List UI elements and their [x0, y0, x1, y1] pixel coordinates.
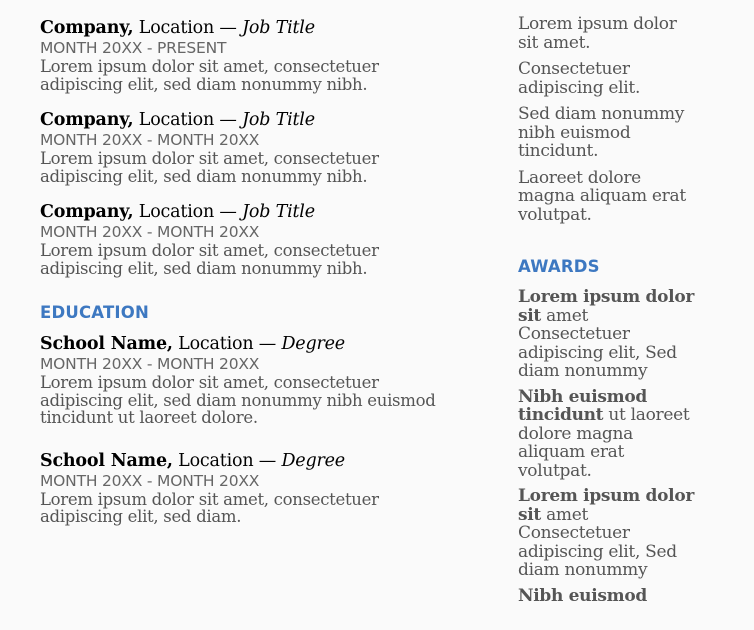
award-item: [518, 288, 708, 381]
skill-line: Consectetuer: [518, 59, 630, 79]
education-entry: [40, 450, 490, 526]
description-line: adipiscing elit, sed diam nonummy nibh.: [40, 166, 368, 186]
date-range: MONTH 20XX - PRESENT: [40, 39, 227, 57]
job-title: Job Title: [242, 202, 315, 222]
school-name: School Name,: [40, 334, 173, 354]
skill-line: tincidunt.: [518, 141, 599, 161]
education-heading-line: [40, 333, 490, 355]
description-line: tincidunt ut laoreet dolore.: [40, 408, 258, 427]
school-name: School Name,: [40, 450, 173, 471]
date-range: MONTH 20XX - MONTH 20XX: [40, 471, 260, 490]
award-text: amet: [540, 504, 589, 525]
description-line: Lorem ipsum dolor sit amet, consectetuer: [40, 241, 379, 260]
award-line: adipiscing elit, Sed: [518, 541, 677, 562]
dash: —: [219, 202, 237, 222]
award-line: dolore magna: [518, 423, 634, 444]
skill-line: Sed diam nonummy: [518, 104, 685, 124]
skill-line: adipiscing elit.: [518, 77, 641, 98]
skill-line: Laoreet dolore: [518, 167, 641, 188]
skill-line: volutpat.: [518, 204, 592, 225]
description-line: Lorem ipsum dolor sit amet, consectetuer: [40, 149, 379, 168]
description-line: adipiscing elit, sed diam nonummy nibh.: [40, 74, 368, 94]
date-range: MONTH 20XX - MONTH 20XX: [40, 355, 260, 373]
location: Location: [178, 334, 254, 354]
experience-heading: [40, 109, 490, 131]
degree: Degree: [281, 334, 345, 354]
skill-item: [518, 169, 708, 225]
dash: —: [258, 334, 277, 354]
company-name: Company,: [40, 202, 134, 222]
award-text: ut laoreet: [603, 405, 690, 425]
skill-item: [518, 15, 708, 52]
award-title-line: Nibh euismod: [518, 585, 647, 606]
education-heading: EDUCATION: [40, 303, 149, 322]
award-line: [518, 307, 708, 326]
education-entry: [40, 333, 490, 427]
award-title-line: Lorem ipsum dolor: [518, 486, 695, 506]
location: Location: [138, 202, 215, 222]
job-title: Job Title: [242, 18, 315, 38]
award-title-end: tincidunt: [518, 405, 604, 425]
dash: —: [219, 18, 237, 38]
experience-entry: [40, 17, 490, 93]
company-name: Company,: [40, 110, 134, 130]
location: Location: [138, 18, 215, 38]
award-line: diam nonummy: [518, 361, 648, 381]
award-line: adipiscing elit, Sed: [518, 342, 677, 363]
side-column: [518, 15, 708, 612]
award-item: [518, 487, 708, 580]
description-line: Lorem ipsum dolor sit amet, consectetuer: [40, 373, 379, 392]
award-title-line: Nibh euismod: [518, 386, 647, 407]
skill-line: sit amet.: [518, 32, 591, 53]
job-title: Job Title: [242, 110, 315, 130]
experience-entry: [40, 109, 490, 185]
award-item: [518, 587, 708, 606]
award-line: aliquam erat: [518, 442, 625, 462]
main-column: [40, 17, 490, 549]
award-line: Consectetuer: [518, 324, 630, 344]
award-line: volutpat.: [518, 460, 592, 481]
location: Location: [178, 450, 254, 471]
description-line: Lorem ipsum dolor sit amet, consectetuer: [40, 489, 379, 509]
education-heading-line: [40, 450, 490, 472]
award-line: [518, 406, 708, 425]
award-title-line: Lorem ipsum dolor: [518, 287, 695, 307]
award-line: [518, 506, 708, 525]
award-title-end: sit: [518, 504, 541, 525]
skill-line: nibh euismod: [518, 122, 631, 143]
degree: Degree: [281, 450, 345, 471]
location: Location: [138, 110, 215, 130]
skill-line: Lorem ipsum dolor: [518, 14, 677, 34]
award-line: diam nonummy: [518, 560, 648, 580]
dash: —: [219, 110, 237, 130]
experience-heading: [40, 201, 490, 223]
date-range: MONTH 20XX - MONTH 20XX: [40, 131, 260, 149]
description-line: adipiscing elit, sed diam.: [40, 507, 242, 526]
award-text: amet: [540, 305, 589, 326]
award-line: Consectetuer: [518, 523, 630, 543]
description-line: adipiscing elit, sed diam nonummy nibh.: [40, 258, 368, 278]
skill-line: magna aliquam erat: [518, 186, 686, 206]
award-title-end: sit: [518, 305, 541, 326]
skill-item: [518, 105, 708, 161]
skill-item: [518, 60, 708, 97]
company-name: Company,: [40, 18, 134, 38]
experience-heading: [40, 17, 490, 39]
experience-entry: [40, 201, 490, 277]
date-range: MONTH 20XX - MONTH 20XX: [40, 223, 260, 241]
award-item: [518, 388, 708, 481]
awards-heading: AWARDS: [518, 257, 600, 276]
description-line: Lorem ipsum dolor sit amet, consectetuer: [40, 57, 379, 76]
dash: —: [258, 450, 277, 471]
description-line: adipiscing elit, sed diam nonummy nibh euismod: [40, 390, 436, 410]
